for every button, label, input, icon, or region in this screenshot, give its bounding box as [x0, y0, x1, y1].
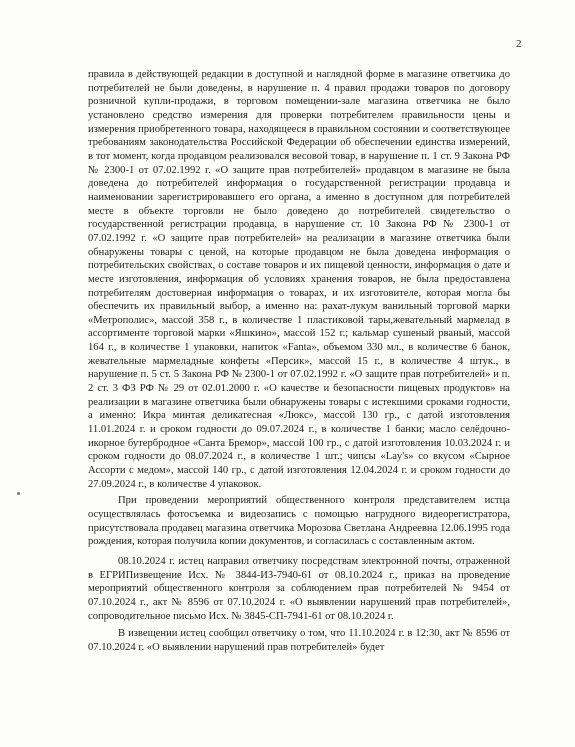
paragraph-email-notice: 08.10.2024 г. истец направил ответчику посредствам электронной почты, отраженной в ЕГРИПизвещение Исх. № 3844-ИЗ-7940-61 от 08.10.2024 г., приказ на проведение мероприятий общественного контроля за соблюдением прав потребителей № 9454 от 07.10.2024 г., акт № 8596 от 07.10.2024 г. «О выявлении нарушений прав потребителей», сопроводительное письмо Исх. № 3845-СП-7941-61 от 08.10.2024 г. [88, 555, 510, 622]
paragraph-public-control: При проведении мероприятий общественного контроля представителем истца осуществлялась фотосъемка и видеозапись с помощью нагрудного видеорегистратора, присутствовала продавец магазина ответчика Морозова Светлана Андреевна 12.06.1995 года рождения, которая получила копии документов, и согласилась с составленным актом. [88, 495, 510, 548]
paragraph-notification: В извещении истец сообщил ответчику о том, что 11.10.2024 г. в 12:30, акт № 8596 от 07.10.2024 г. «О выявлении нарушений прав потребителей» будет [88, 628, 510, 653]
page-number: 2 [516, 38, 522, 50]
document-body [88, 68, 510, 655]
margin-mark [17, 492, 20, 495]
paragraph-continued: правила в действующей редакции в доступной и наглядной форме в магазине ответчика до потребителей не были доведены, в нарушение п. 4 правил продажи товаров по договору розничной купли-продажи, в торговом помещении-зале магазина ответчика не было установлено средство измерения для проверки потребителем правильности цены и измерения приобретенного товара, находящееся в правильном состоянии и соответствующее требованиям законодательства Российской Федерации об обеспечении единства измерений, в тот момент, когда продавцом реализовался весовой товар, в нарушение п. 1 ст. 9 Закона РФ № 2300-1 от 07.02.1992 г. «О защите прав потребителей» продавцом в магазине не была доведена до потребителей информация о государственной регистрации продавца и наименовании зарегистрировавшего его органа, а именно в доступном для потребителей месте в объекте торговли не было доведено до потребителей свидетельство о государственной регистрации продавца, в нарушение ст. 10 Закона РФ № 2300-1 от 07.02.1992 г. «О защите прав потребителей» на реализации в магазине ответчика были обнаружены товары с ценой, на которые продавцом не была доведена информация о потребительских свойствах, о составе товаров и их пищевой ценности, информация о дате и месте изготовления, информация об условиях хранения товаров, не была предоставлена потребителям достоверная информация о товарах, и их изготовителе, которая могла бы обеспечить их правильный выбор, а именно на: рахат-лукум ванильный торговой марки «Метрополис», массой 358 г., в количестве 1 пластиковой тары,жевательный мармелад в ассортименте торговой марки «Яшкино», массой 152 г.; кальмар сушеный рваный, массой 164 г., в количестве 1 упаковки, напиток «Fanta», объемом 330 мл., в количестве 6 банок, жевательные мармеладные конфеты «Персик», массой 15 г., в количестве 4 штук., в нарушение п. 5 ст. 5 Закона РФ № 2300-1 от 07.02.1992 г. «О защите прав потребителей» и п. 2 ст. 3 ФЗ РФ № 29 от 02.01.2000 г. «О качестве и безопасности пищевых продуктов» на реализации в магазине ответчика были обнаружены товары с истекшими сроками годности, а именно: Икра минтая деликатесная «Люкс», массой 130 гр., с датой изготовления 11.01.2024 г. и сроком годности до 09.07.2024 г., в количестве 1 банки; масло селёдочно-икорное бутербродное «Санта Бремор», массой 100 гр., с датой изготовления 10.03.2024 г. и сроком годности до 08.07.2024 г., в количестве 1 шт.; чипсы «Lay's» со вкусом «Сырное Ассорти с медом», массой 140 гр., с датой изготовления 12.04.2024 г. и сроком годности до 27.09.2024 г., в количестве 4 упаковок. [88, 69, 510, 490]
